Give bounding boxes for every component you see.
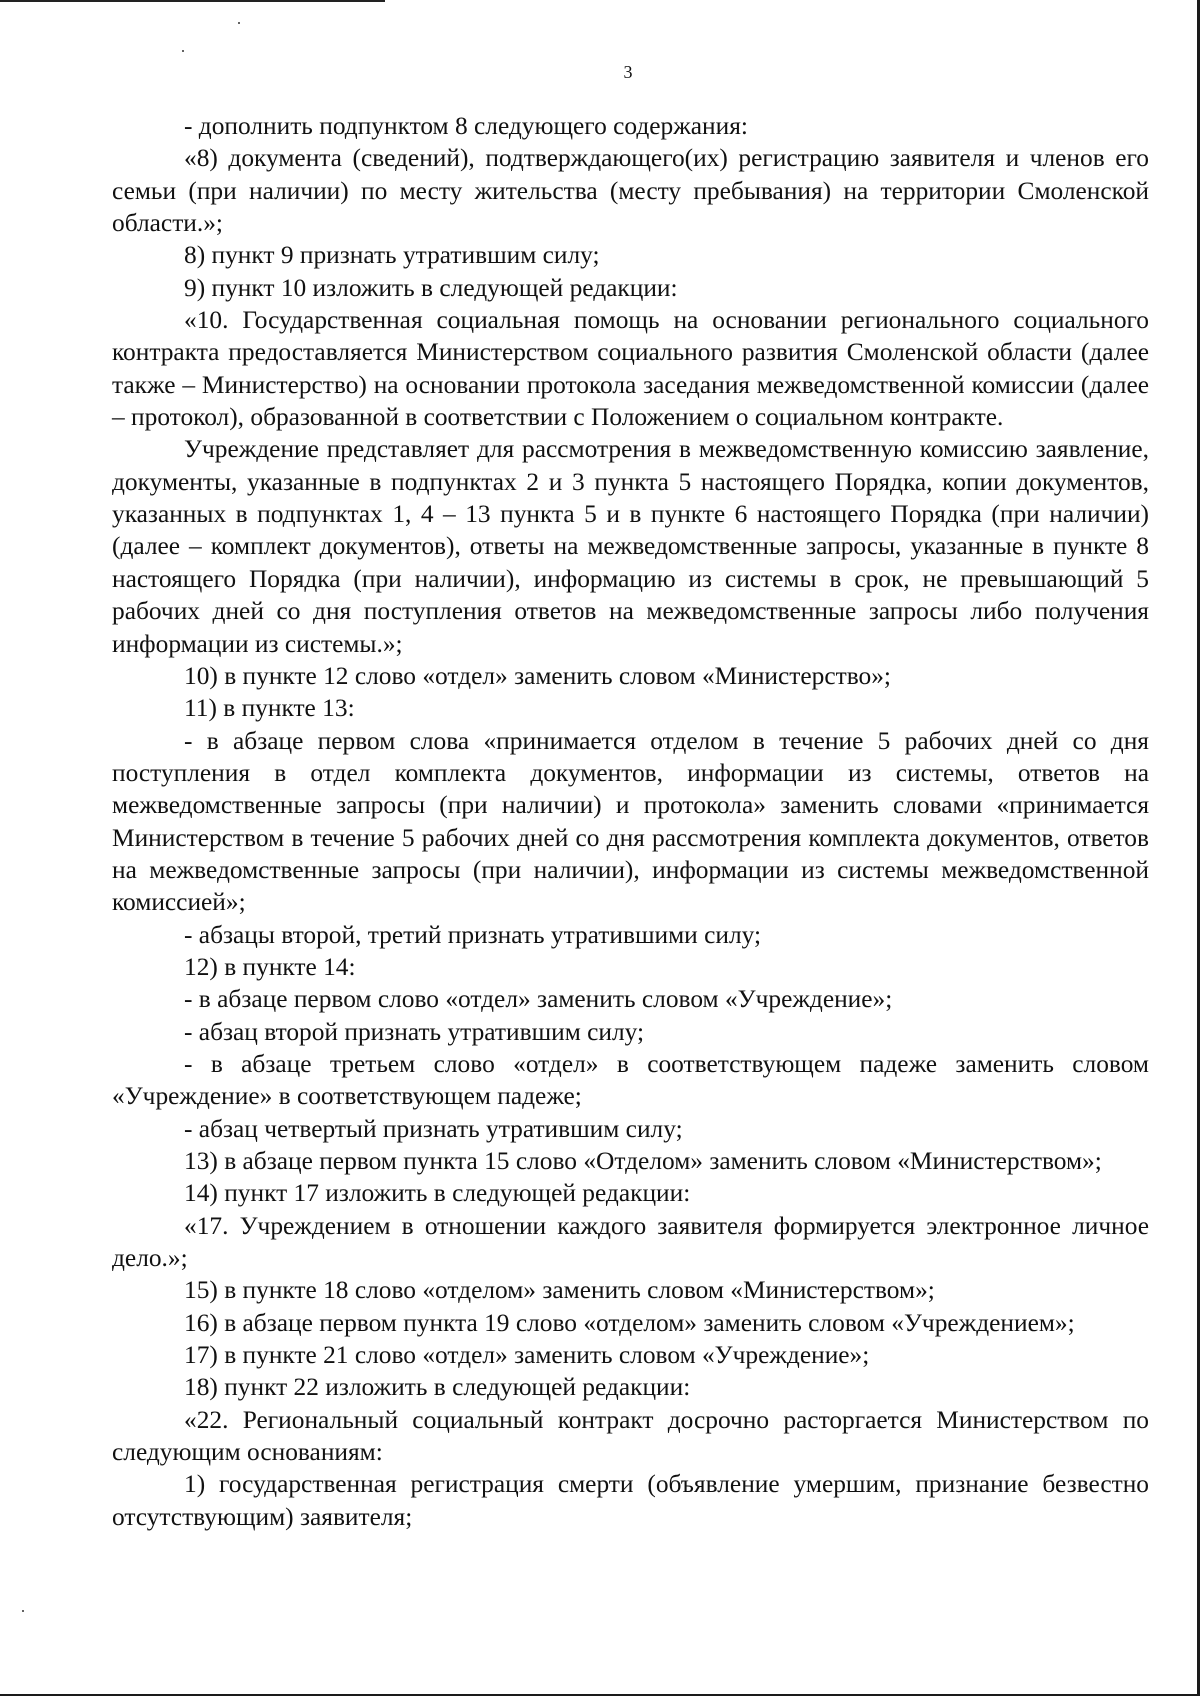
paragraph: 18) пункт 22 изложить в следующей редакции: [184, 1373, 691, 1402]
paragraph: 10) в пункте 12 слово «отдел» заменить словом «Министерство»; [184, 661, 891, 690]
paragraph: 14) пункт 17 изложить в следующей редакции: [184, 1179, 691, 1208]
scan-speck [238, 22, 240, 24]
paragraph: «10. Государственная социальная помощь на основании регионального социального контракта предоставляется Министерством социального развития Смоленской области (далее также – Министерство) на основании протокола заседания межведомственной комиссии (далее – протокол), образованной в соответствии с Положением о социальном контракте. [112, 306, 1149, 432]
paragraph: - абзацы второй, третий признать утратившими силу; [184, 920, 762, 949]
paragraph: 16) в абзаце первом пункта 19 слово «отделом» заменить словом «Учреждением»; [184, 1308, 1075, 1337]
paragraph: 12) в пункте 14: [184, 952, 356, 981]
page-number: 3 [623, 62, 633, 82]
paragraph: 13) в абзаце первом пункта 15 слово «Отделом» заменить словом «Министерством»; [184, 1147, 1102, 1175]
paragraph: 15) в пункте 18 слово «отделом» заменить словом «Министерством»; [184, 1276, 935, 1305]
paragraph: Учреждение представляет для рассмотрения в межведомственную комиссию заявление, документы, указанные в подпунктах 2 и 3 пункта 5 настоящего Порядка, копии документов, указанных в подпунктах 1, 4 – 13 пункта 5 и в пункте 6 настоящего Порядка (при наличии) (далее – комплект документов), ответы на межведомственные запросы, указанные в пункте 8 настоящего Порядка (при наличии), информацию из системы в срок, не превышающий 5 рабочих дней со дня поступления ответов на межведомственные запросы либо получения информации из системы.»; [112, 435, 1149, 658]
paragraph: - абзац второй признать утратившим силу; [184, 1017, 645, 1046]
scan-edge-top [0, 0, 385, 2]
document-body [112, 110, 1149, 1533]
paragraph: 1) государственная регистрация смерти (объявление умершим, признание безвестно отсутствующим) заявителя; [112, 1470, 1149, 1531]
paragraph: 17) в пункте 21 слово «отдел» заменить словом «Учреждение»; [184, 1341, 870, 1370]
paragraph: 11) в пункте 13: [184, 694, 355, 723]
paragraph: 8) пункт 9 признать утратившим силу; [184, 241, 600, 270]
paragraph: «17. Учреждением в отношении каждого заявителя формируется электронное личное дело.»; [112, 1211, 1149, 1273]
paragraph: - дополнить подпунктом 8 следующего содержания: [184, 112, 748, 140]
paragraph: - в абзаце первом слово «отдел» заменить словом «Учреждение»; [184, 985, 893, 1014]
scan-speck [182, 50, 184, 52]
paragraph: 9) пункт 10 изложить в следующей редакции: [184, 273, 678, 302]
paragraph: «22. Региональный социальный контракт досрочно расторгается Министерством по следующим основаниям: [112, 1405, 1149, 1467]
paragraph: - абзац четвертый признать утратившим силу; [184, 1114, 683, 1143]
paragraph: «8) документа (сведений), подтверждающего(их) регистрацию заявителя и членов его семьи (при наличии) по месту жительства (месту пребывания) на территории Смоленской области.»; [112, 144, 1149, 238]
paragraph: - в абзаце третьем слово «отдел» в соответствующем падеже заменить словом «Учреждение» в соответствующем падеже; [112, 1049, 1149, 1111]
scan-speck [22, 1610, 24, 1612]
paragraph: - в абзаце первом слова «принимается отделом в течение 5 рабочих дней со дня поступления в отдел комплекта документов, информации из системы, ответов на межведомственные запросы (при наличии) и протокола» заменить словами «принимается Министерством в течение 5 рабочих дней со дня рассмотрения комплекта документов, ответов на межведомственные запросы (при наличии), информации из системы межведомственной комиссией»; [112, 726, 1149, 917]
